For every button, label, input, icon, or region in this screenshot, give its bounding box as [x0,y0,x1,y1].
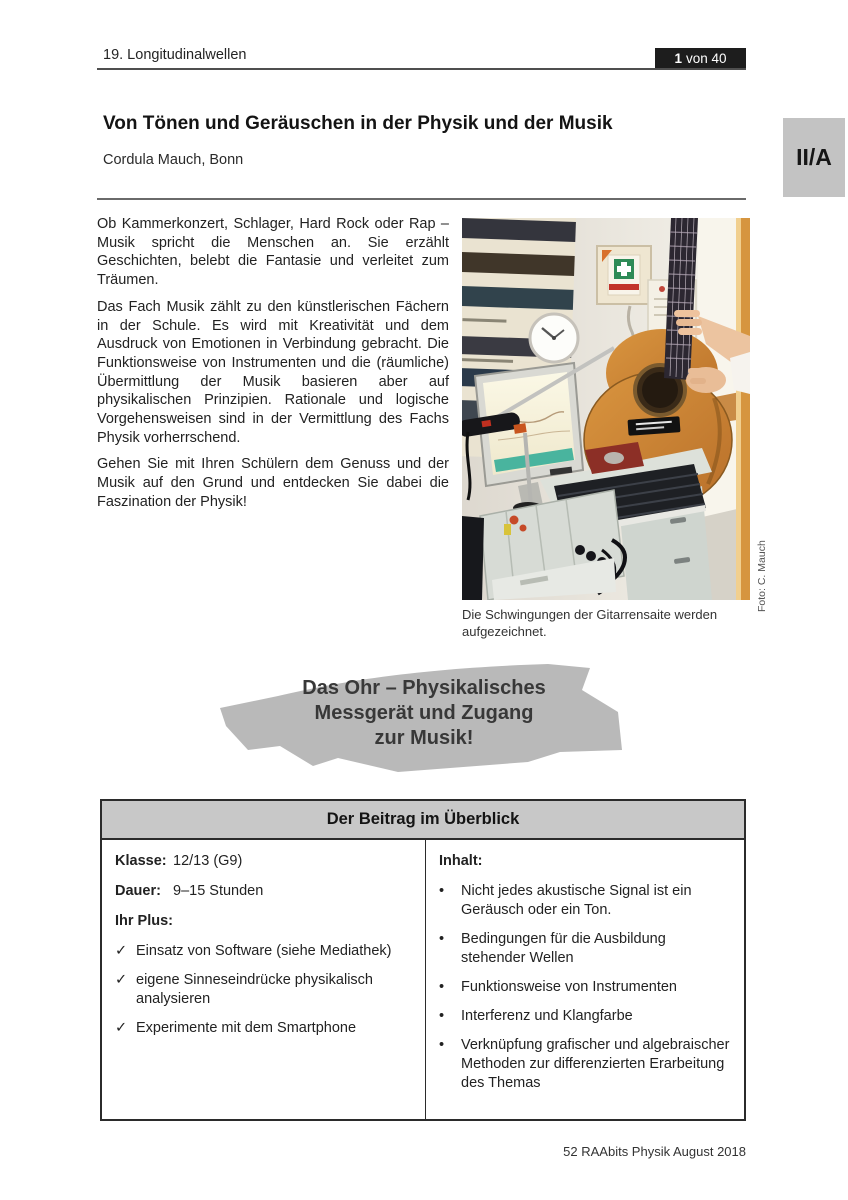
margin-tab: II/A [783,118,845,197]
bullet-icon: • [439,883,445,899]
intro-paragraph: Das Fach Musik zählt zu den künstlerischen Fächern in der Schule. Es wird mit Kreativität und dem Ausdruck von Emotionen in Verbindung gebracht. Die Funktionsweise von Instrumenten und die (räumliche) Übermittlung der Musik basieren aber auf physikalischen Prinzipien. Rationale und logische Vorgehensweisen sind in der Vermittlung des Fachs Physik vorherrschend. [97,298,449,446]
inhalt-item-text: Bedingungen für die Ausbildung stehender Wellen [461,931,666,966]
check-icon: ✓ [115,972,128,988]
topic-banner [218,660,630,778]
title-rule [97,198,746,200]
bullet-icon: • [439,1008,445,1024]
banner-line: Das Ohr – Physikalisches [302,677,546,699]
topic-banner-text [218,676,630,751]
overview-table [100,799,746,1121]
plus-item [115,942,412,961]
photo-credit: Foto: C. Mauch [756,540,768,612]
klasse-row [115,852,412,871]
bullet-icon: • [439,1037,445,1053]
klasse-label: Klasse: [115,853,167,869]
intro-text [97,215,449,520]
door-frame [741,218,750,600]
inhalt-item-text: Nicht jedes akustische Signal ist ein Geräusch oder ein Ton. [461,883,692,918]
banner-line: Messgerät und Zugang [314,702,534,724]
plus-item-text: Einsatz von Software (siehe Mediathek) [136,943,392,959]
inhalt-item [439,978,731,997]
klasse-value: 12/13 (G9) [173,853,243,869]
dauer-value: 9–15 Stunden [173,883,264,899]
bullet-icon: • [439,931,445,947]
mouse [604,452,624,464]
chapter-heading: 19. Longitudinalwellen [103,47,247,63]
page-number-total: von 40 [685,51,727,66]
plus-item [115,1019,412,1038]
plus-item-text: eigene Sinneseindrücke physikalisch analysieren [136,972,373,1007]
inhalt-item [439,1007,731,1026]
inhalt-item-text: Interferenz und Klangfarbe [461,1008,633,1024]
footer-imprint: 52 RAAbits Physik August 2018 [563,1144,746,1159]
cables [462,516,484,600]
first-aid-cabinet-icon [597,246,651,304]
inhalt-item [439,882,731,920]
dauer-row [115,882,412,901]
check-icon: ✓ [115,1020,128,1036]
inhalt-item-text: Verknüpfung grafischer und algebraischer Methoden zur differenzierten Erarbeitung des Themas [461,1037,730,1091]
page-number-badge [655,48,746,69]
plus-item [115,971,412,1009]
dauer-label: Dauer: [115,883,161,899]
banner-line: zur Musik! [374,727,474,749]
plus-item-text: Experimente mit dem Smartphone [136,1020,357,1036]
article-author: Cordula Mauch, Bonn [103,152,244,168]
intro-paragraph: Ob Kammerkonzert, Schlager, Hard Rock oder Rap – Musik spricht die Menschen an. Sie erzählt Geschichten, belebt die Fantasie und verleitet zum Träumen. [97,216,449,289]
ihr-plus-label: Ihr Plus: [115,913,174,929]
page-number-current: 1 [674,51,682,66]
header-rule [97,68,746,70]
inhalt-item [439,1036,731,1093]
bullet-icon: • [439,979,445,995]
wall-clock-icon [530,314,578,362]
intro-paragraph: Gehen Sie mit Ihren Schülern dem Genuss und der Musik auf den Grund und entdecken Sie dabei die Faszination der Physik! [97,456,449,510]
photo-illustration [462,218,750,600]
photo-caption: Die Schwingungen der Gitarrensaite werden aufgezeichnet. [462,607,718,639]
overview-right-column [426,840,744,1119]
check-icon: ✓ [115,943,128,959]
inhalt-item-text: Funktionsweise von Instrumenten [461,979,677,995]
overview-table-title: Der Beitrag im Überblick [102,801,744,840]
photo-guitar-measurement-setup [462,218,750,600]
article-title: Von Tönen und Geräuschen in der Physik und der Musik [103,113,613,134]
overview-left-column [102,840,426,1119]
inhalt-item [439,930,731,968]
inhalt-label: Inhalt: [439,853,483,869]
